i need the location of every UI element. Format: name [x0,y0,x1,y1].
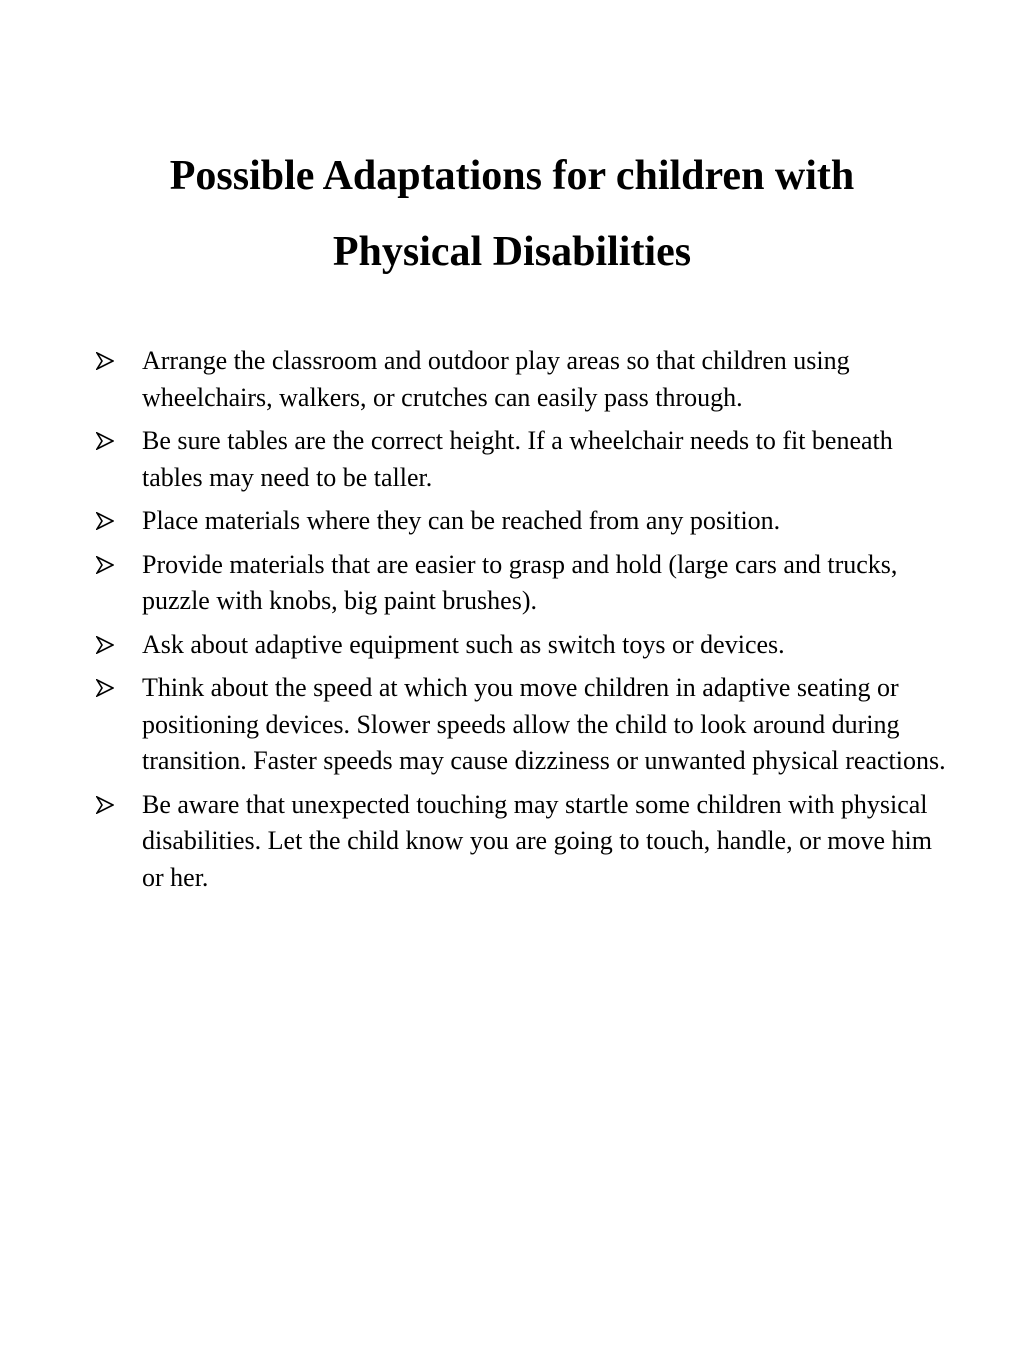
list-item-text: Be sure tables are the correct height. If a wheelchair needs to fit beneath tables may need to be taller. [142,426,893,492]
list-item-text: Ask about adaptive equipment such as switch toys or devices. [142,629,785,659]
list-item-text: Provide materials that are easier to grasp and hold (large cars and trucks, puzzle with knobs, big paint brushes). [142,549,898,615]
title-line-2: Physical Disabilities [332,229,692,275]
list-item-text: Think about the speed at which you move children in adaptive seating or positioning devices. Slower speeds allow the child to look around during transition. Faster speeds may cause dizziness or unwanted physical reactions. [142,673,946,775]
list-item [96,547,956,620]
list-item [96,503,956,540]
title-line-1: Possible Adaptations for children with [169,153,855,199]
arrowhead-bullet-icon [96,512,114,530]
list-item [96,787,956,897]
arrowhead-bullet-icon [96,432,114,450]
list-item-text: Arrange the classroom and outdoor play areas so that children using wheelchairs, walkers, or crutches can easily pass through. [142,346,850,412]
arrowhead-bullet-icon [96,796,114,814]
list-item-text: Place materials where they can be reached from any position. [142,506,781,535]
list-item [96,343,956,416]
adaptations-list [96,343,956,903]
list-item-text: Be aware that unexpected touching may startle some children with physical disabilities. Let the child know you are going to touch, handle, or move him or her. [142,789,932,892]
arrowhead-bullet-icon [96,679,114,697]
list-item [96,423,956,496]
arrowhead-bullet-icon [96,556,114,574]
list-item [96,670,956,780]
page-title [0,138,1024,290]
arrowhead-bullet-icon [96,352,114,370]
arrowhead-bullet-icon [96,636,114,654]
list-item [96,627,956,664]
